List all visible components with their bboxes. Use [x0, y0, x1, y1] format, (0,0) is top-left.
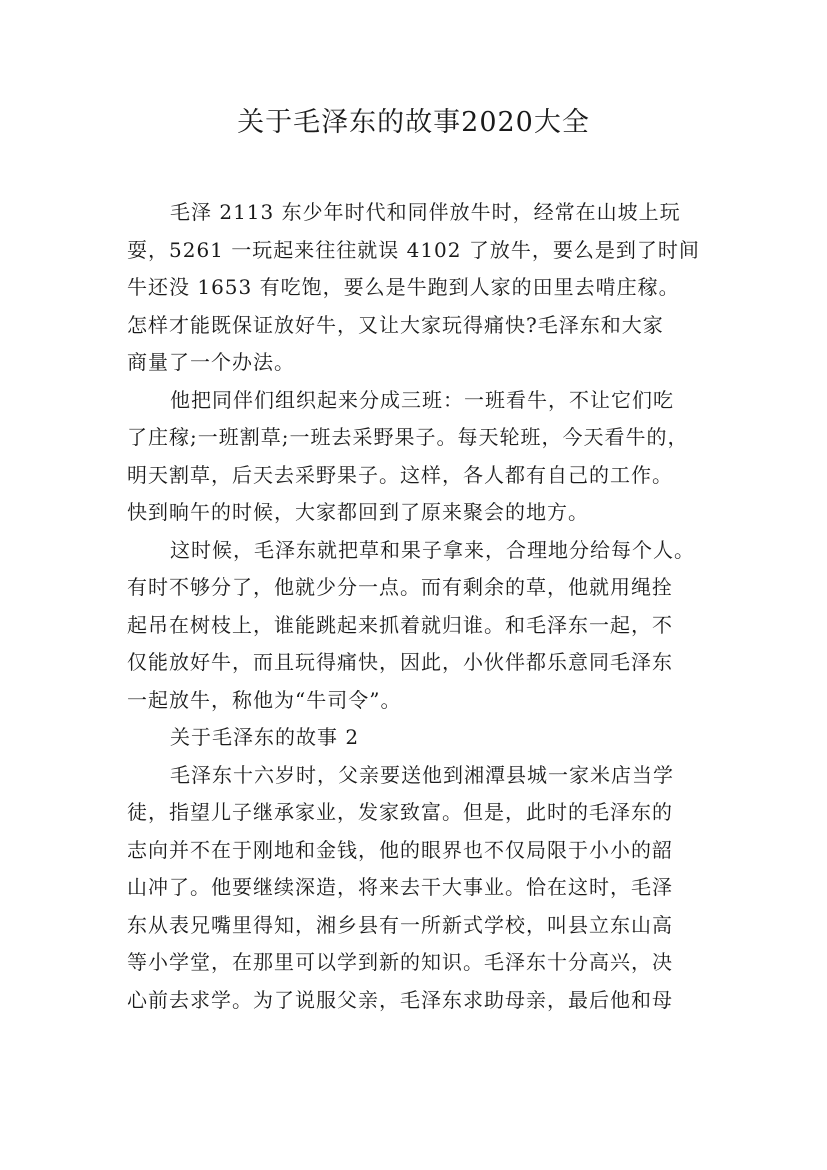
document-title: 关于毛泽东的故事2020大全 — [237, 107, 590, 138]
text-line: 等小学堂，在那里可以学到新的知识。毛泽东十分高兴，决 — [127, 950, 673, 974]
text-line: 快到晌午的时候，大家都回到了原来聚会的地方。 — [127, 500, 589, 524]
text-line: 心前去求学。为了说服父亲，毛泽东求助母亲，最后他和母 — [127, 987, 673, 1012]
text-line: 怎样才能既保证放好牛，又让大家玩得痛快?毛泽东和大家 — [127, 312, 664, 337]
text-line: 毛泽 2113 东少年时代和同伴放牛时，经常在山坡上玩 — [170, 200, 681, 224]
text-line: 明天割草，后天去采野果子。这样，各人都有自己的工作。 — [127, 462, 673, 487]
text-line: 起吊在树枝上，谁能跳起来抓着就归谁。和毛泽东一起，不 — [127, 612, 673, 637]
text-line: 东从表兄嘴里得知，湘乡县有一所新式学校，叫县立东山高 — [127, 912, 673, 937]
text-line: 一起放牛，称他为“牛司令”。 — [127, 687, 402, 712]
text-line: 他把同伴们组织起来分成三班：一班看牛，不让它们吃 — [170, 387, 674, 412]
text-line: 牛还没 1653 有吃饱，要么是牛跑到人家的田里去啃庄稼。 — [127, 275, 680, 299]
text-line: 有时不够分了，他就少分一点。而有剩余的草，他就用绳拴 — [127, 575, 673, 599]
text-line: 这时候，毛泽东就把草和果子拿来，合理地分给每个人。 — [170, 537, 695, 562]
text-line: 徒，指望儿子继承家业，发家致富。但是，此时的毛泽东的 — [127, 800, 673, 824]
text-line: 仅能放好牛，而且玩得痛快，因此，小伙伴都乐意同毛泽东 — [127, 650, 673, 674]
text-line: 耍，5261 一玩起来往往就误 4102 了放牛，要么是到了时间 — [127, 237, 700, 262]
text-line: 了庄稼;一班割草;一班去采野果子。每天轮班，今天看牛的， — [127, 425, 689, 449]
section-heading: 关于毛泽东的故事 2 — [170, 725, 360, 749]
text-line: 山冲了。他要继续深造，将来去干大事业。恰在这时，毛泽 — [127, 875, 673, 899]
text-line: 商量了一个办法。 — [127, 350, 295, 374]
text-line: 毛泽东十六岁时，父亲要送他到湘潭县城一家米店当学 — [170, 762, 674, 787]
document-body — [127, 196, 717, 1021]
text-line: 志向并不在于刚地和金钱，他的眼界也不仅局限于小小的韶 — [127, 837, 673, 862]
